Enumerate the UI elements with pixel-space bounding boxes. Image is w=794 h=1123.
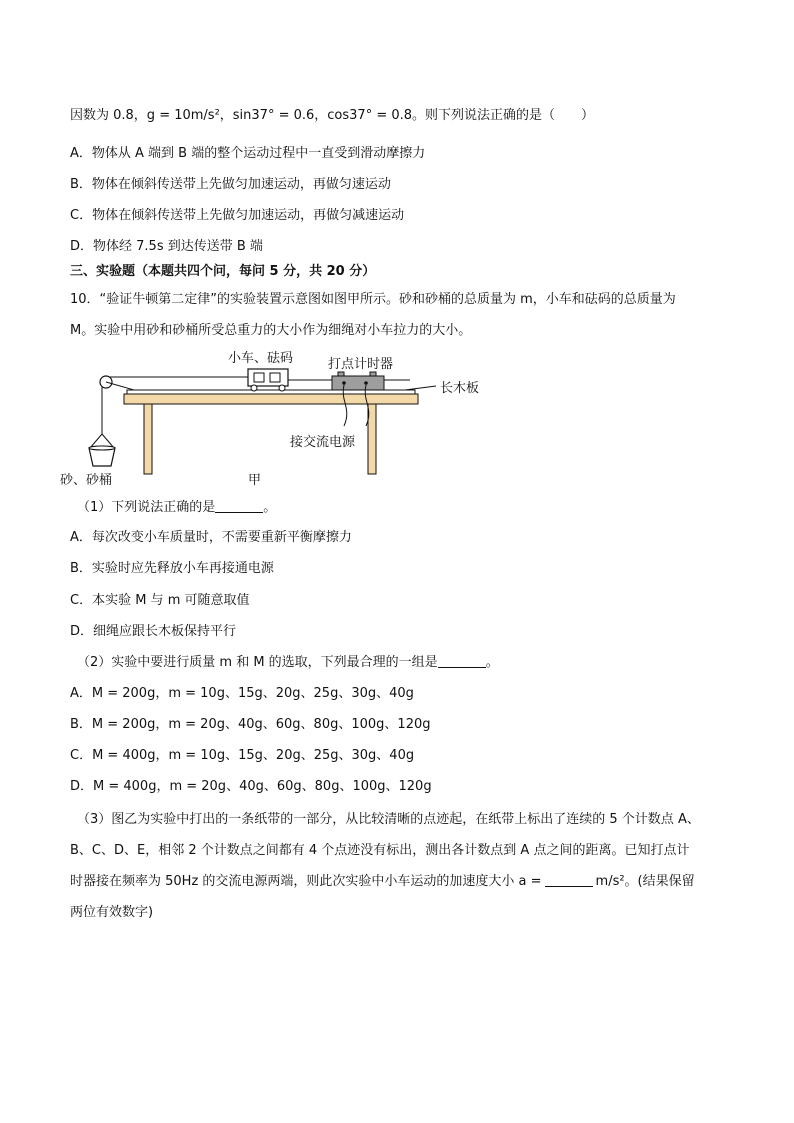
q10-part2-option-b: B．M = 200g，m = 20g、40g、60g、80g、100g、120g	[70, 717, 431, 732]
q10-part2-option-d: D．M = 400g，m = 20g、40g、60g、80g、100g、120g	[70, 779, 432, 794]
q10-part3-line3-text: 时器接在频率为 50Hz 的交流电源两端，则此次实验中小车运动的加速度大小 a =	[70, 874, 542, 889]
label-bucket: 砂、砂桶	[60, 473, 113, 488]
apparatus-diagram	[60, 346, 480, 488]
q9-option-c: C．物体在倾斜传送带上先做匀加速运动，再做匀减速运动	[70, 208, 405, 223]
q10-part3-line1: （3）图乙为实验中打出的一条纸带的一部分，从比较清晰的点迹起，在纸带上标出了连续的 5 个计数点 A、	[77, 812, 700, 827]
sand-bucket	[89, 448, 115, 466]
q10-part3-line2: B、C、D、E，相邻 2 个计数点之间都有 4 个点迹没有标出，测出各计数点到 A 点之间的距离。已知打点计	[70, 843, 690, 858]
q10-part2-option-a: A．M = 200g，m = 10g、15g、20g、25g、30g、40g	[70, 686, 414, 701]
q9-option-a: A．物体从 A 端到 B 端的整个运动过程中一直受到滑动摩擦力	[70, 146, 426, 161]
cart-wheel-rear	[279, 385, 285, 391]
cart-wheel-front	[251, 385, 257, 391]
table-leg-left	[144, 404, 152, 474]
q9-stem-tail: 因数为 0.8，g = 10m/s²，sin37° = 0.6，cos37° = 0.8。则下列说法正确的是（ ）	[70, 108, 595, 123]
q10-part1-prompt	[77, 498, 276, 518]
section-heading: 三、实验题（本题共四个问，每问 5 分，共 20 分）	[70, 264, 376, 279]
q10-stem-line1: 10．“验证牛顿第二定律”的实验装置示意图如图甲所示。砂和砂桶的总质量为 m，小车和砝码的总质量为	[70, 292, 676, 307]
long-board	[127, 390, 415, 394]
table-top	[124, 394, 418, 404]
q10-part2-prompt	[77, 653, 499, 673]
weight-1	[254, 373, 264, 382]
q9-option-b: B．物体在倾斜传送带上先做匀加速运动，再做匀速运动	[70, 177, 391, 192]
label-cart: 小车、砝码	[228, 351, 294, 366]
q10-part2-option-c: C．M = 400g，m = 10g、15g、20g、25g、30g、40g	[70, 748, 415, 763]
answer-blank-3[interactable]	[545, 872, 593, 887]
q10-part1-option-a: A．每次改变小车质量时，不需要重新平衡摩擦力	[70, 530, 352, 545]
q10-part3-unit: m/s²。(结果保留	[595, 874, 695, 889]
q9-option-d: D．物体经 7.5s 到达传送带 B 端	[70, 239, 263, 254]
label-caption: 甲	[248, 473, 262, 488]
ticker-timer	[332, 376, 384, 390]
label-board: 长木板	[440, 381, 480, 396]
answer-blank-1[interactable]	[215, 498, 263, 513]
q10-part2-prompt-text: （2）实验中要进行质量 m 和 M 的选取，下列最合理的一组是	[77, 655, 438, 670]
answer-blank-2[interactable]	[438, 653, 486, 668]
label-timer: 打点计时器	[328, 357, 394, 372]
weight-2	[270, 373, 280, 382]
label-power: 接交流电源	[290, 435, 356, 450]
q10-part3-line4: 两位有效数字)	[70, 905, 154, 920]
q10-part1-prompt-end: 。	[263, 500, 277, 515]
q10-part1-option-d: D．细绳应跟长木板保持平行	[70, 624, 237, 639]
q10-part1-option-b: B．实验时应先释放小车再接通电源	[70, 561, 274, 576]
q10-part1-option-c: C．本实验 M 与 m 可随意取值	[70, 593, 250, 608]
q10-part1-prompt-text: （1）下列说法正确的是	[77, 500, 216, 515]
q10-stem-line2: M。实验中用砂和砂桶所受总重力的大小作为细绳对小车拉力的大小。	[70, 323, 472, 338]
q10-part3-line3	[70, 872, 695, 892]
q10-part2-prompt-end: 。	[485, 655, 499, 670]
